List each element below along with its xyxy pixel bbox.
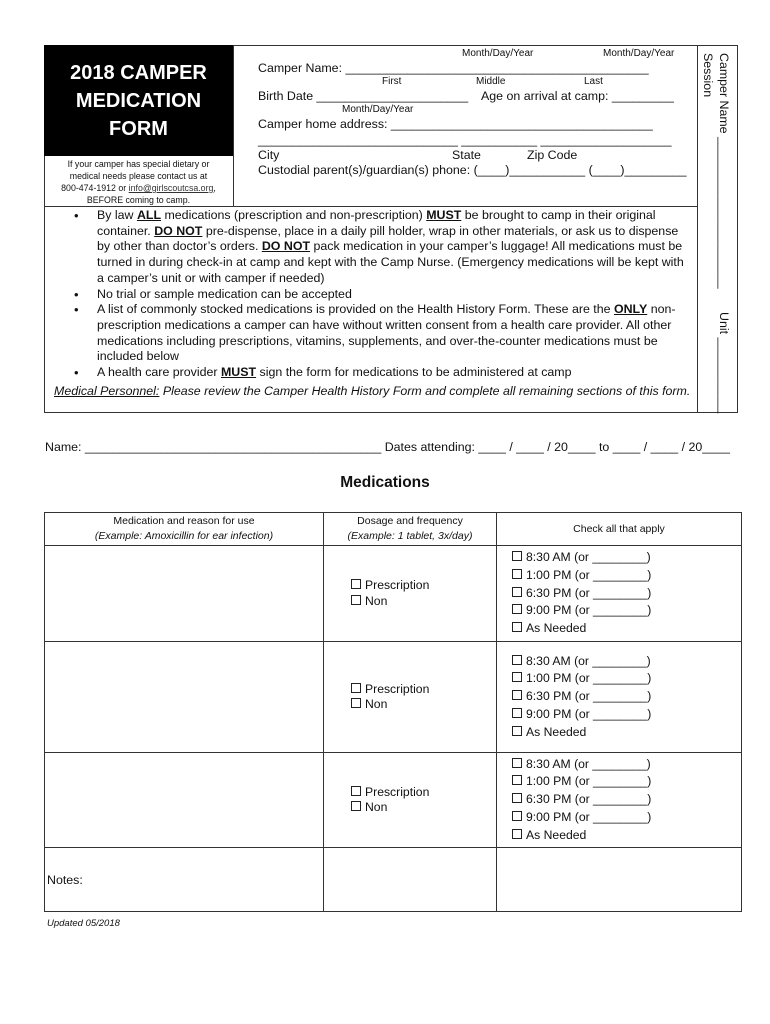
notes-cell[interactable] (45, 848, 324, 912)
time-checks-cell (497, 642, 742, 753)
side-unit[interactable]: Unit ___________ (717, 312, 731, 414)
birth-date-field[interactable]: Birth Date ______________________ (258, 89, 469, 103)
time-checkbox[interactable]: 9:00 PM (or ________) (512, 706, 741, 724)
time-checkbox[interactable]: 6:30 PM (or ________) (512, 791, 741, 809)
dosage-cell (324, 642, 497, 753)
non-checkbox[interactable]: Non (351, 800, 496, 816)
contact-line-1: If your camper has special dietary or (67, 159, 210, 169)
checkbox-icon (512, 829, 522, 839)
checkbox-icon (512, 569, 522, 579)
checkbox-icon (512, 551, 522, 561)
contact-phone: 800-474-1912 or (61, 183, 127, 193)
time-checks-cell (497, 753, 742, 848)
address-line-2-field[interactable]: _____________________________ ___________ ___________________ (258, 133, 672, 147)
checkbox-icon (512, 655, 522, 665)
checkbox-icon (512, 604, 522, 614)
checkbox-icon (351, 683, 361, 693)
as-needed-checkbox[interactable]: As Needed (512, 724, 741, 742)
medication-cell[interactable] (45, 642, 324, 753)
time-checkbox[interactable]: 8:30 AM (or ________) (512, 756, 741, 774)
as-needed-checkbox[interactable]: As Needed (512, 620, 741, 638)
first-name-label: First (382, 76, 402, 87)
non-checkbox[interactable]: Non (351, 594, 496, 610)
form-title-line-3: FORM (109, 117, 168, 140)
instruction-list (54, 208, 694, 381)
instruction-item: • A health care provider MUST sign the form for medications to be administered at camp (54, 365, 694, 381)
name-dates-field[interactable]: Name: ___________________________________________ Dates attending: ____ / ____ / 20____ to ____ / ____ / 20____ (45, 440, 730, 454)
table-row (45, 642, 742, 753)
time-checkbox[interactable]: 1:00 PM (or ________) (512, 773, 741, 791)
notes-cell-2[interactable] (324, 848, 497, 912)
time-checkbox[interactable]: 1:00 PM (or ________) (512, 670, 741, 688)
notes-label: Notes: (47, 872, 83, 887)
table-row (45, 753, 742, 848)
checkbox-icon (351, 786, 361, 796)
non-checkbox[interactable]: Non (351, 697, 496, 713)
checkbox-icon (512, 726, 522, 736)
time-checkbox[interactable]: 8:30 AM (or ________) (512, 653, 741, 671)
age-arrival-field[interactable]: Age on arrival at camp: _________ (481, 89, 674, 103)
checkbox-icon (512, 775, 522, 785)
col-medication-header: Medication and reason for use (Example: Amoxicillin for ear infection) (45, 513, 324, 546)
checkbox-icon (512, 708, 522, 718)
checkbox-icon (351, 698, 361, 708)
checkbox-icon (351, 801, 361, 811)
side-session: Session (701, 53, 715, 98)
instruction-item: • A list of commonly stocked medications is provided on the Health History Form. These are the ONLY non-prescription medications a camper can have without written consent from a health care provider. All other medications including prescriptions, vitamins, supplements, and over-the-counter medications must be included below (54, 302, 694, 365)
divider-horizontal (44, 206, 698, 207)
medications-table (44, 512, 742, 912)
time-checkbox[interactable]: 9:00 PM (or ________) (512, 602, 741, 620)
as-needed-checkbox[interactable]: As Needed (512, 827, 741, 845)
contact-comma: , (213, 183, 216, 193)
divider-vertical (233, 45, 234, 207)
checkbox-icon (512, 690, 522, 700)
time-checkbox[interactable]: 1:00 PM (or ________) (512, 567, 741, 585)
checkbox-icon (512, 622, 522, 632)
prescription-checkbox[interactable]: Prescription (351, 578, 496, 594)
middle-name-label: Middle (476, 76, 506, 87)
contact-email-link[interactable]: info@girlscoutcsa.org (128, 183, 214, 193)
time-checkbox[interactable]: 8:30 AM (or ________) (512, 549, 741, 567)
checkbox-icon (512, 811, 522, 821)
time-checkbox[interactable]: 9:00 PM (or ________) (512, 809, 741, 827)
checkbox-icon (351, 579, 361, 589)
checkbox-icon (512, 758, 522, 768)
birth-mdy-label: Month/Day/Year (342, 104, 414, 115)
col-dosage-header: Dosage and frequency (Example: 1 tablet, 3x/day) (324, 513, 497, 546)
contact-line-3 (44, 182, 233, 194)
contact-line-2: medical needs please contact us at (69, 171, 208, 181)
medication-cell[interactable] (45, 753, 324, 848)
form-title-line-2: MEDICATION (75, 89, 202, 112)
camper-name-field[interactable]: Camper Name: ____________________________________________ (258, 61, 649, 75)
contact-line-4: BEFORE coming to camp. (86, 195, 191, 205)
last-name-label: Last (584, 76, 603, 87)
divider-side (697, 45, 698, 413)
prescription-checkbox[interactable]: Prescription (351, 682, 496, 698)
home-address-field[interactable]: Camper home address: ______________________________________ (258, 117, 653, 131)
dosage-cell (324, 546, 497, 642)
mdy-label-left: Month/Day/Year (462, 48, 534, 59)
city-label: City (258, 148, 280, 162)
side-camper-name[interactable]: Camper Name ______________________ (717, 53, 731, 289)
medical-personnel-note: Medical Personnel: Please review the Camper Health History Form and complete all remaining sections of this form. (54, 384, 691, 398)
instruction-item: • No trial or sample medication can be accepted (54, 287, 694, 303)
medication-cell[interactable] (45, 546, 324, 642)
checkbox-icon (512, 793, 522, 803)
time-checkbox[interactable]: 6:30 PM (or ________) (512, 585, 741, 603)
zip-label: Zip Code (527, 148, 578, 162)
notes-row (45, 848, 742, 912)
checkbox-icon (512, 587, 522, 597)
table-header-row (45, 513, 742, 546)
checkbox-icon (351, 595, 361, 605)
form-title-block (44, 45, 233, 156)
mdy-label-right: Month/Day/Year (603, 48, 675, 59)
updated-date: Updated 05/2018 (47, 918, 120, 929)
guardian-phone-field[interactable]: Custodial parent(s)/guardian(s) phone: (____)___________ (____)_________ (258, 163, 687, 177)
instruction-item: • By law ALL medications (prescription and non-prescription) MUST be brought to camp in their original container. DO NOT pre-dispense, place in a daily pill holder, wrap in other materials, or ask us to dispense by other than doctor’s orders. DO NOT pack medication in your camper’s luggage! All medications must be turned in during check-in at camp and kept with the Camp Nurse. (Emergency medications will be kept with a camper’s unit or with camper if needed) (54, 208, 694, 287)
checkbox-icon (512, 672, 522, 682)
state-label: State (452, 148, 481, 162)
col-check-header: Check all that apply (497, 513, 742, 546)
contact-info (44, 158, 233, 206)
time-checks-cell (497, 546, 742, 642)
dosage-cell (324, 753, 497, 848)
medications-title: Medications (340, 474, 430, 491)
table-row (45, 546, 742, 642)
prescription-checkbox[interactable]: Prescription (351, 785, 496, 801)
time-checkbox[interactable]: 6:30 PM (or ________) (512, 688, 741, 706)
form-title-line-1: 2018 CAMPER (70, 61, 207, 84)
notes-cell-3[interactable] (497, 848, 742, 912)
